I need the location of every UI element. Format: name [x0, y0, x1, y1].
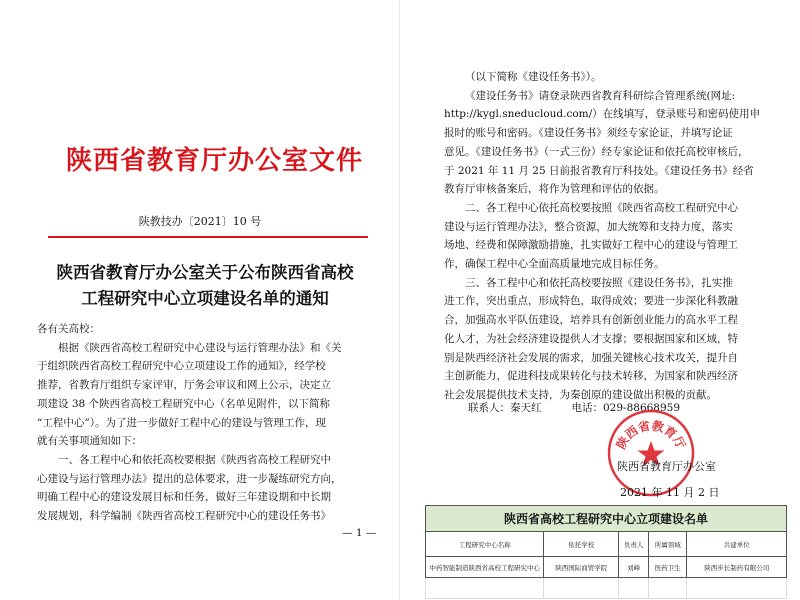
body-line: 教育厅审核备案后，将作为管理和评估的依据。 — [444, 183, 665, 196]
body-line: 场地、经费和保障激励措施，扎实做好工程中心的建设与管理工 — [444, 239, 738, 252]
body-line: http://kygl.sneducloud.com/）在线填写，登录账号和密码使用申 — [444, 108, 761, 121]
body-line: （以下简称《建设任务书》）。 — [465, 71, 602, 83]
body-line: 就有关事项通知如下： — [37, 435, 142, 448]
body-line: 发展规划，科学编制《陕西省高校工程研究中心的建设任务书》 — [37, 510, 331, 523]
col-header-leader: 负责人 — [618, 532, 648, 557]
body-line: 别是陕西经济社会发展的需求，加强关键核心技术攻关，提升自 — [444, 351, 738, 364]
body-line: 社会发展提供技术支持，为秦创原的建设做出积极的贡献。 — [444, 388, 717, 401]
cell-leader: 刘峰 — [618, 557, 648, 578]
body-line: 根据《陕西省高校工程研究中心建设与运行管理办法》和《关 — [58, 341, 342, 354]
left-body — [37, 320, 342, 526]
col-header-partner: 共建单位 — [687, 532, 787, 557]
body-line: 于组织陕西省高校工程研究中心立项建设工作的通知》，经学校 — [37, 360, 326, 373]
red-header: 陕西省教育厅办公室文件 — [66, 146, 364, 176]
cell-school: 陕西国际商贸学院 — [544, 557, 618, 578]
body-line: 心建设与运行管理办法》提出的总体要求，进一步凝练研究方向， — [37, 472, 342, 485]
body-line: 化人才，为社会经济建设提供人才支撑；要根据国家和区域，特 — [444, 332, 738, 345]
col-header-field: 所属领域 — [649, 532, 687, 557]
page-number: — 1 — — [342, 527, 377, 539]
table-row — [426, 557, 787, 578]
body-line: 一、各工程中心和依托高校要根据《陕西省高校工程研究中 — [58, 453, 331, 466]
body-line: 报时的账号和密码。《建设任务书》须经专家论证，并填写论证 — [444, 127, 733, 140]
body-line: 明确工程中心的建设发展目标和任务，做好三年建设期和中长期 — [37, 491, 331, 504]
title-line-1: 陕西省教育厅办公室关于公布陕西省高校 — [56, 263, 354, 282]
notice-title — [40, 260, 370, 312]
cell-field: 医药卫生 — [649, 557, 687, 578]
body-line: 意见。《建设任务书》（一式三份）经专家论证和依托高校审核后， — [444, 145, 749, 158]
body-line: 建设与运行管理办法》，整合资源，加大统筹和支持力度，落实 — [444, 220, 733, 233]
cell-partner: 陕西步长制药有限公司 — [687, 557, 787, 578]
table-header-row — [426, 532, 787, 557]
seal-text: 陕西省教育厅 — [613, 418, 689, 452]
title-line-2: 工程研究中心立项建设名单的通知 — [81, 289, 329, 308]
body-line: 推荐，省教育厅组织专家评审，厅务会审议和网上公示，决定立 — [37, 379, 331, 392]
contact-phone: 电话：029-88668959 — [571, 402, 681, 414]
body-line: 二、各工程中心依托高校要按照《陕西省高校工程研究中心 — [465, 201, 738, 214]
doc-number: 陕教技办〔2021〕10 号 — [138, 215, 262, 228]
project-list-table — [425, 505, 787, 599]
body-line: 《建设任务书》请登录陕西省教育科研综合管理系统(网址: — [465, 89, 736, 102]
contact-person: 联系人：秦天红 — [468, 402, 542, 414]
body-line: 于 2021 年 11 月 25 日前报省教育厅科技处。《建设任务书》经省 — [444, 164, 754, 177]
body-line: 项建设 38 个陕西省高校工程研究中心（名单见附件，以下简称 — [37, 397, 331, 410]
left-body-lines — [37, 339, 342, 526]
body-line: 进工作，突出重点，形成特色，取得成效；要进一步深化科教融 — [444, 295, 738, 308]
body-line: “工程中心”）。为了进一步做好工程中心的建设与管理工作，现 — [37, 416, 326, 429]
red-divider-line — [48, 236, 368, 238]
issuer: 陕西省教育厅办公室 — [617, 460, 716, 473]
col-header-school: 依托学校 — [544, 532, 618, 557]
cell-center-name: 中药智能制造陕西省高校工程研究中心 — [426, 557, 544, 578]
body-line: 作，确保工程中心全面高质量地完成目标任务。 — [444, 258, 665, 271]
issue-date: 2021 年 11 月 2 日 — [620, 486, 720, 499]
body-line: 三、各工程中心和依托高校要按照《建设任务书》，扎实推 — [465, 276, 733, 289]
body-line: 合，加强高水平队伍建设，培养具有创新创业能力的高水平工程 — [444, 314, 738, 327]
body-line: 主创新能力，促进科技成果转化与技术转移，为国家和陕西经济 — [444, 370, 738, 383]
addressee: 各有关高校： — [37, 323, 100, 335]
right-body-lines — [444, 68, 760, 405]
table-caption: 陕西省高校工程研究中心立项建设名单 — [426, 506, 787, 532]
table-empty-row — [426, 578, 787, 599]
col-header-center-name: 工程研究中心名称 — [426, 532, 544, 557]
